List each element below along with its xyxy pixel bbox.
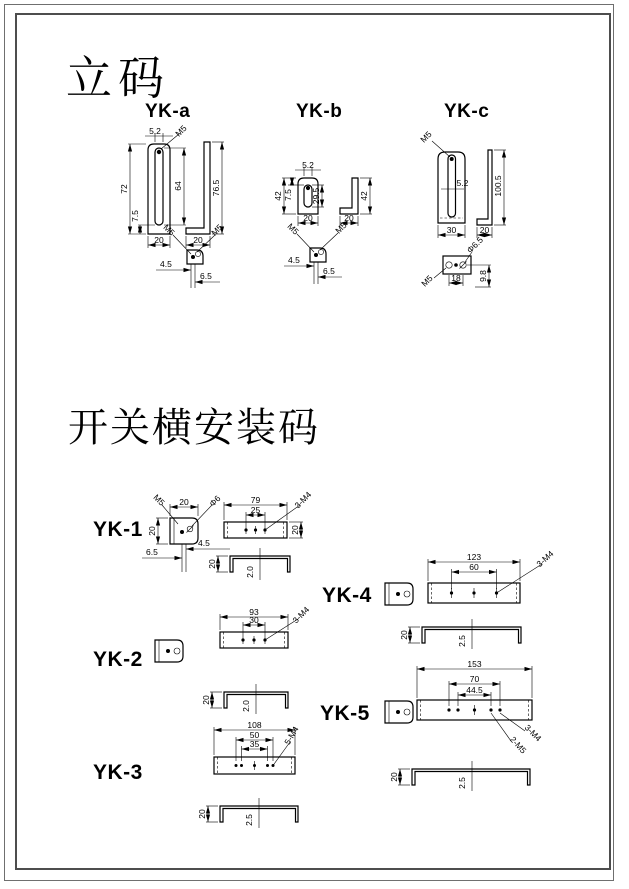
ykb-side-view (340, 178, 372, 226)
yka-side-width-dim: 20 (193, 235, 203, 245)
yk1-depth-dim: 20 (290, 525, 300, 535)
yka-thread-label: M5 (173, 123, 189, 139)
yk4-holes-label: 3-M4 (534, 548, 556, 569)
yk1-flange-dim: 20 (207, 559, 217, 569)
yk2-end-view (155, 640, 183, 662)
yk5-holes-m4-label: 3-M4 (522, 722, 544, 744)
ykc-slot-width-dim: 5.2 (456, 178, 469, 188)
ykb-corner-thread-left: M5 (285, 221, 301, 237)
ykb-corner-thread-right: M5 (333, 220, 349, 236)
yk4-flange-dim: 20 (399, 630, 409, 640)
ykb-side-height-dim: 42 (359, 191, 369, 201)
yk4-hole-pitch-dim: 60 (469, 562, 479, 572)
yk2-thickness-dim: 2.0 (241, 700, 251, 712)
ykb-foot-dim: 7.5 (283, 189, 293, 201)
part-label-ykb: YK-b (296, 101, 343, 122)
ykc-drawing (415, 128, 595, 303)
ykc-side-width-dim: 20 (479, 225, 490, 235)
part-label-ykc: YK-c (444, 101, 490, 122)
ykb-corner-edge-dim: 6.5 (323, 266, 335, 276)
yka-drawing (100, 123, 270, 318)
yk5-holes-m5-label: 2-M5 (508, 734, 529, 756)
yk3-holes-label: 5-M4 (282, 724, 301, 747)
ykb-corner-view (284, 220, 349, 284)
ykb-width-dim: 20 (303, 213, 313, 223)
ykc-width-dim: 30 (446, 225, 457, 235)
yk4-side-view (399, 619, 521, 649)
yka-corner-edge-dim: 6.5 (200, 271, 212, 281)
yk3-top-view (214, 720, 301, 774)
yk1-top-view (224, 489, 313, 538)
ykb-slot-width-dim: 5.2 (302, 160, 314, 170)
yk1-end-thread-label: M5 (151, 492, 167, 508)
yka-corner-thread-right: M5 (209, 222, 225, 238)
part-label-yka: YK-a (145, 101, 191, 122)
ykc-front-view (418, 129, 468, 238)
part-label-yk4: YK-4 (322, 584, 372, 607)
yka-corner-thread-left: M5 (161, 222, 177, 238)
yka-slot-width-dim: 5.2 (149, 126, 161, 136)
yk3-length-dim: 108 (247, 720, 262, 730)
part-label-yk5: YK-5 (320, 702, 370, 725)
ykb-corner-offset-dim: 4.5 (288, 255, 300, 265)
yk2-side-view (201, 684, 288, 714)
part-label-yk3: YK-3 (93, 761, 143, 784)
yk1-end-edge-dim: 6.5 (146, 547, 158, 557)
ykc-thread-label: M5 (418, 129, 434, 145)
yk5-top-view (417, 659, 544, 756)
yk1-side-view (207, 548, 290, 580)
yka-foot-dim: 7.5 (130, 210, 140, 222)
yk4-length-dim: 123 (466, 552, 482, 562)
yk5-flange-dim: 20 (389, 772, 399, 782)
yk3-pitch-inner-dim: 35 (249, 739, 260, 749)
ykb-height-dim: 42 (273, 191, 283, 201)
ykc-side-height-dim: 100.5 (493, 175, 503, 197)
ykc-bottom-view (419, 235, 491, 289)
ykb-side-width-dim: 20 (344, 213, 354, 223)
yk1-end-height-dim: 20 (147, 526, 157, 536)
yk1-end-width-dim: 20 (179, 497, 189, 507)
yk1-end-offset-dim: 4.5 (198, 538, 210, 548)
yk2-length-dim: 93 (249, 607, 259, 617)
yk5-length-dim: 153 (467, 659, 482, 669)
yka-height-dim: 72 (119, 184, 129, 194)
part-label-yk1: YK-1 (93, 518, 143, 541)
yk3-flange-dim: 20 (197, 809, 207, 819)
yk5-drawing (375, 655, 629, 795)
yk4-top-view (428, 548, 556, 603)
ykb-drawing (262, 142, 427, 292)
yk3-side-view (197, 798, 298, 828)
yk2-drawing (145, 604, 340, 717)
ykc-hole-pitch-dim: 18 (451, 273, 461, 283)
yk5-thickness-dim: 2.5 (457, 777, 467, 789)
yka-corner-view (156, 222, 225, 288)
yk1-thickness-dim: 2.0 (245, 566, 255, 578)
yk4-drawing (375, 548, 615, 655)
yk1-holes-label: 3-M4 (292, 489, 314, 511)
yka-side-height-dim: 76.5 (211, 179, 221, 197)
yk5-pitch-inner-dim: 44.5 (466, 685, 483, 695)
yk3-thickness-dim: 2.5 (244, 814, 254, 826)
section-title-standing: 立码 (66, 53, 170, 104)
yk1-drawing (140, 489, 335, 592)
yk5-pitch-outer-dim: 70 (469, 674, 480, 684)
yk4-end-view (385, 583, 413, 605)
ykb-front-view (273, 160, 324, 226)
yk1-length-dim: 79 (250, 495, 261, 505)
ykc-hole-dia-label: Φ6.5 (464, 234, 485, 255)
yk5-end-view (385, 701, 413, 723)
yk2-hole-pitch-dim: 30 (249, 615, 259, 625)
ykc-edge-offset-dim: 9.8 (478, 270, 488, 282)
yk4-thickness-dim: 2.5 (457, 635, 467, 647)
yk3-drawing (145, 722, 350, 834)
yk5-side-view (389, 761, 530, 791)
part-label-yk2: YK-2 (93, 648, 143, 671)
yka-corner-offset-dim: 4.5 (160, 259, 172, 269)
yka-slot-length-dim: 64 (173, 181, 183, 191)
yka-width-dim: 20 (154, 235, 164, 245)
yk2-flange-dim: 20 (201, 695, 211, 705)
yk1-hole-pitch-dim: 25 (250, 505, 261, 515)
section-title-horizontal: 开关横安装码 (68, 405, 320, 450)
ykb-slot-length-dim: 29.5 (311, 187, 321, 205)
ykc-bottom-thread-label: M5 (419, 273, 435, 289)
yk1-end-hole-label: Φ6 (207, 493, 223, 509)
yk3-pitch-outer-dim: 50 (249, 730, 260, 740)
yka-front-view (119, 123, 189, 248)
yk2-holes-label: 3-M4 (290, 604, 312, 626)
ykc-side-view (477, 150, 506, 238)
